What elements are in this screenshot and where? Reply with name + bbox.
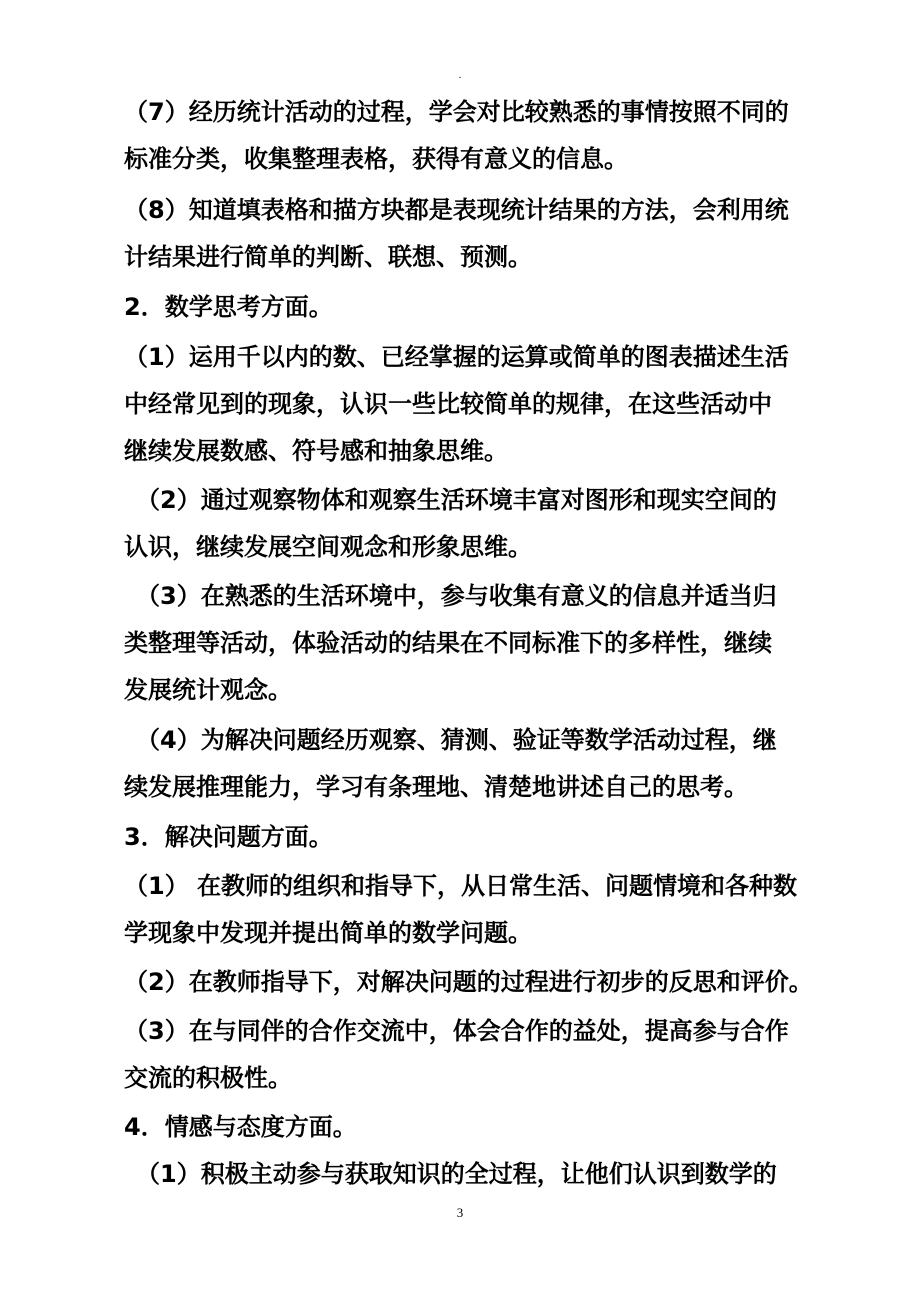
section-heading: 4．情感与态度方面。	[124, 1113, 357, 1141]
text-line: 继续发展数感、符号感和抽象思维。	[124, 437, 508, 465]
text-line: 中经常见到的现象，认识一些比较简单的规律，在这些活动中	[124, 390, 772, 418]
text-line: 学现象中发现并提出简单的数学问题。	[124, 919, 532, 947]
page-number: 3	[456, 1205, 464, 1220]
text-line: （8）知道填表格和描方块都是表现统计结果的方法，会利用统	[124, 196, 789, 224]
text-line: （7）经历统计活动的过程，学会对比较熟悉的事情按照不同的	[124, 98, 789, 126]
text-line: （2）在教师指导下，对解决问题的过程进行初步的反思和评价。	[124, 968, 813, 996]
text-line: 计结果进行简单的判断、联想、预测。	[124, 243, 532, 271]
text-line: 发展统计观念。	[124, 676, 292, 704]
text-line: （1）运用千以内的数、已经掌握的运算或简单的图表描述生活	[124, 343, 789, 371]
header-mark: .	[458, 70, 462, 81]
text-line: （1）积极主动参与获取知识的全过程，让他们认识到数学的	[136, 1160, 777, 1188]
section-heading: 3．解决问题方面。	[124, 823, 333, 851]
text-line: （3）在熟悉的生活环境中，参与收集有意义的信息并适当归	[136, 582, 777, 610]
text-line: （1） 在教师的组织和指导下，从日常生活、问题情境和各种数	[124, 872, 798, 900]
text-line: （4）为解决问题经历观察、猜测、验证等数学活动过程，继	[136, 726, 777, 754]
text-line: 续发展推理能力，学习有条理地、清楚地讲述自己的思考。	[124, 773, 748, 801]
text-line: （3）在与同伴的合作交流中，体会合作的益处，提高参与合作	[124, 1017, 789, 1045]
text-line: （2）通过观察物体和观察生活环境丰富对图形和现实空间的	[136, 486, 777, 514]
text-line: 交流的积极性。	[124, 1064, 292, 1092]
text-line: 标准分类，收集整理表格，获得有意义的信息。	[124, 145, 628, 173]
text-line: 认识，继续发展空间观念和形象思维。	[124, 533, 532, 561]
text-line: 类整理等活动，体验活动的结果在不同标准下的多样性，继续	[124, 629, 772, 657]
section-heading: 2．数学思考方面。	[124, 293, 333, 321]
